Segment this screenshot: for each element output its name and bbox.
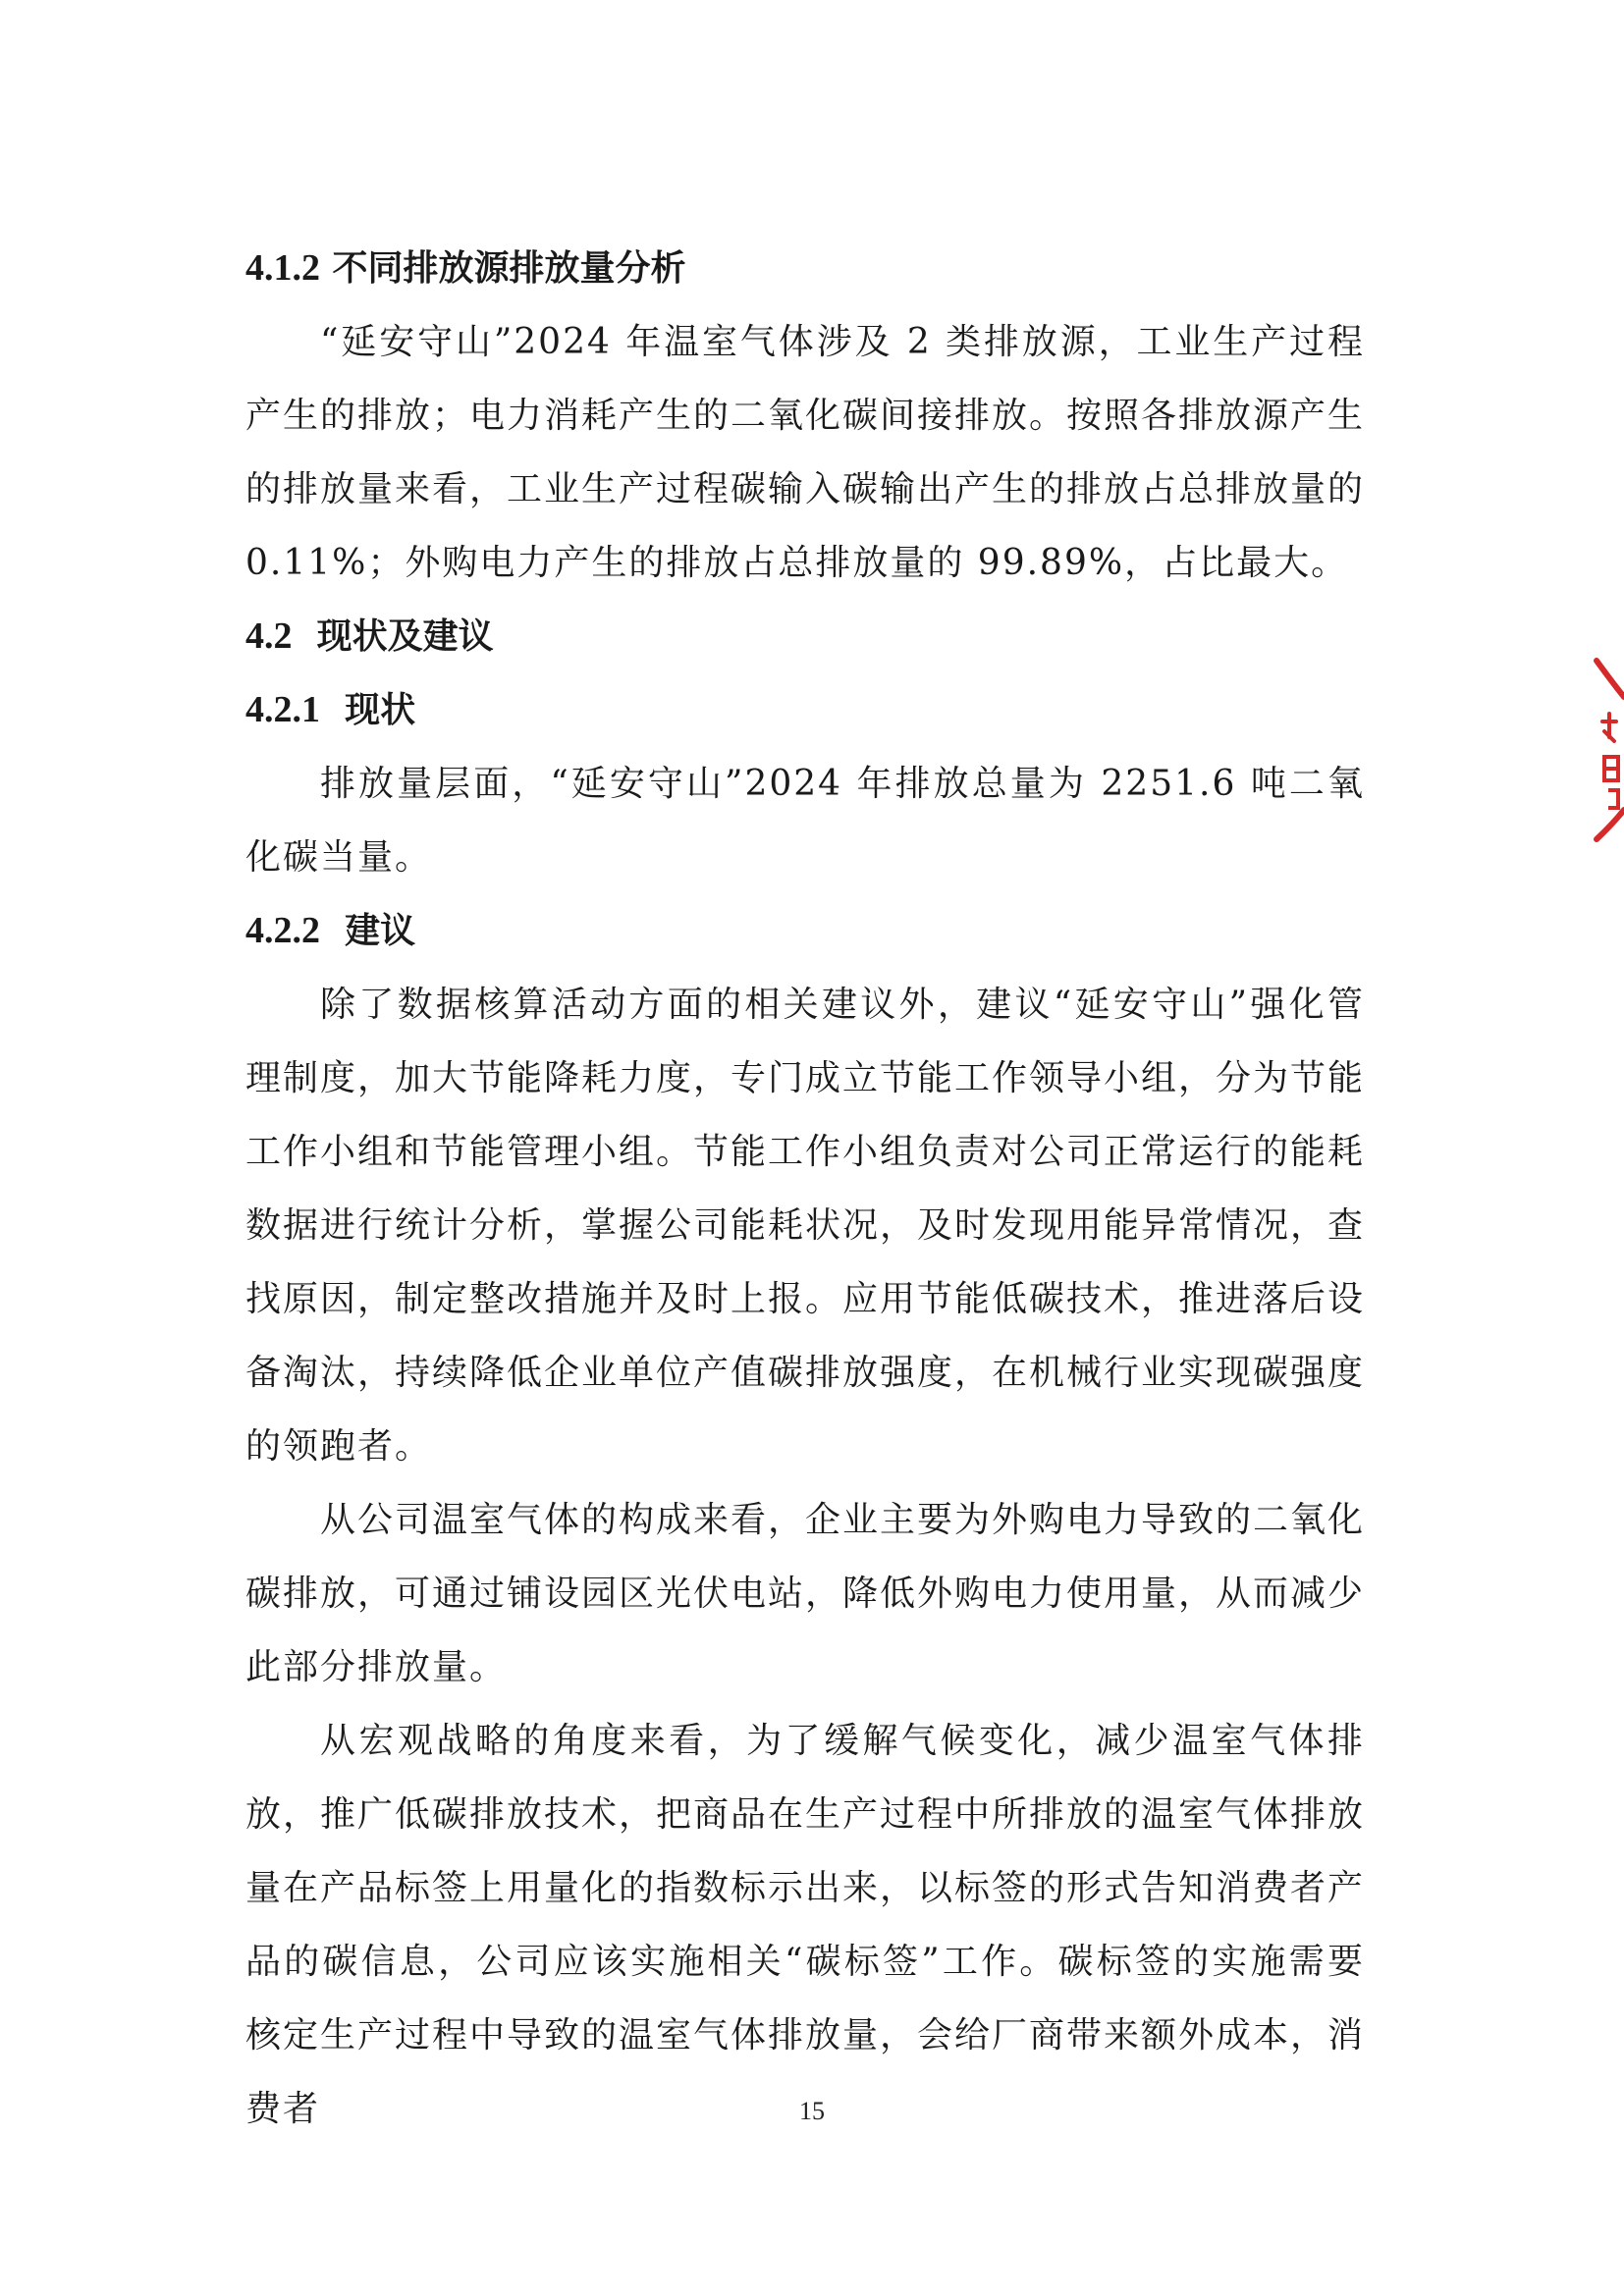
paragraph-suggestion-carbon-label: 从宏观战略的角度来看，为了缓解气候变化，减少温室气体排放，推广低碳排放技术，把商品在生产过程中所排放的温室气体排放量在产品标签上用量化的指数标示出来，以标签的形式告知消费者产品的碳信息，公司应该实施相关“碳标签”工作。碳标签的实施需要核定生产过程中导致的温室气体排放量，会给厂商带来额外成本，消费者 (245, 1721, 1366, 2129)
heading-number: 4.2.2 (245, 910, 320, 951)
red-seal-stamp-fragment (1583, 643, 1624, 869)
paragraph-status: 排放量层面，“延安守山”2024 年排放总量为 2251.6 吨二氧化碳当量。 (245, 764, 1365, 878)
heading-number: 4.1.2 (245, 247, 320, 289)
heading-title: 现状 (345, 690, 416, 730)
heading-number: 4.2 (245, 615, 293, 657)
heading-title: 不同排放源排放量分析 (332, 248, 686, 289)
heading-4-1-2 (245, 232, 1365, 305)
heading-4-2 (245, 600, 1365, 673)
heading-title: 现状及建议 (316, 616, 494, 657)
paragraph-suggestion-management: 除了数据核算活动方面的相关建议外，建议“延安守山”强化管理制度，加大节能降耗力度，专门成立节能工作领导小组，分为节能工作小组和节能管理小组。节能工作小组负责对公司正常运行的能耗数据进行统计分析，掌握公司能耗状况，及时发现用能异常情况，查找原因，制定整改措施并及时上报。应用节能低碳技术，推进落后设备淘汰，持续降低企业单位产值碳排放强度，在机械行业实现碳强度的领跑者。 (245, 985, 1366, 1467)
page-number: 15 (799, 2097, 825, 2125)
heading-title: 建议 (345, 911, 416, 951)
heading-number: 4.2.1 (245, 689, 320, 730)
heading-4-2-2 (245, 894, 1365, 968)
paragraph-suggestion-photovoltaic: 从公司温室气体的构成来看，企业主要为外购电力导致的二氧化碳排放，可通过铺设园区光伏电站，降低外购电力使用量，从而减少此部分排放量。 (245, 1500, 1366, 1687)
heading-4-2-1 (245, 673, 1365, 747)
paragraph-emission-sources: “延安守山”2024 年温室气体涉及 2 类排放源，工业生产过程产生的排放；电力消耗产生的二氧化碳间接排放。按照各排放源产生的排放量来看，工业生产过程碳输入碳输出产生的排放占总排放量的 0.11%；外购电力产生的排放占总排放量的 99.89%，占比最大。 (245, 322, 1366, 583)
page-content (245, 232, 1365, 2146)
